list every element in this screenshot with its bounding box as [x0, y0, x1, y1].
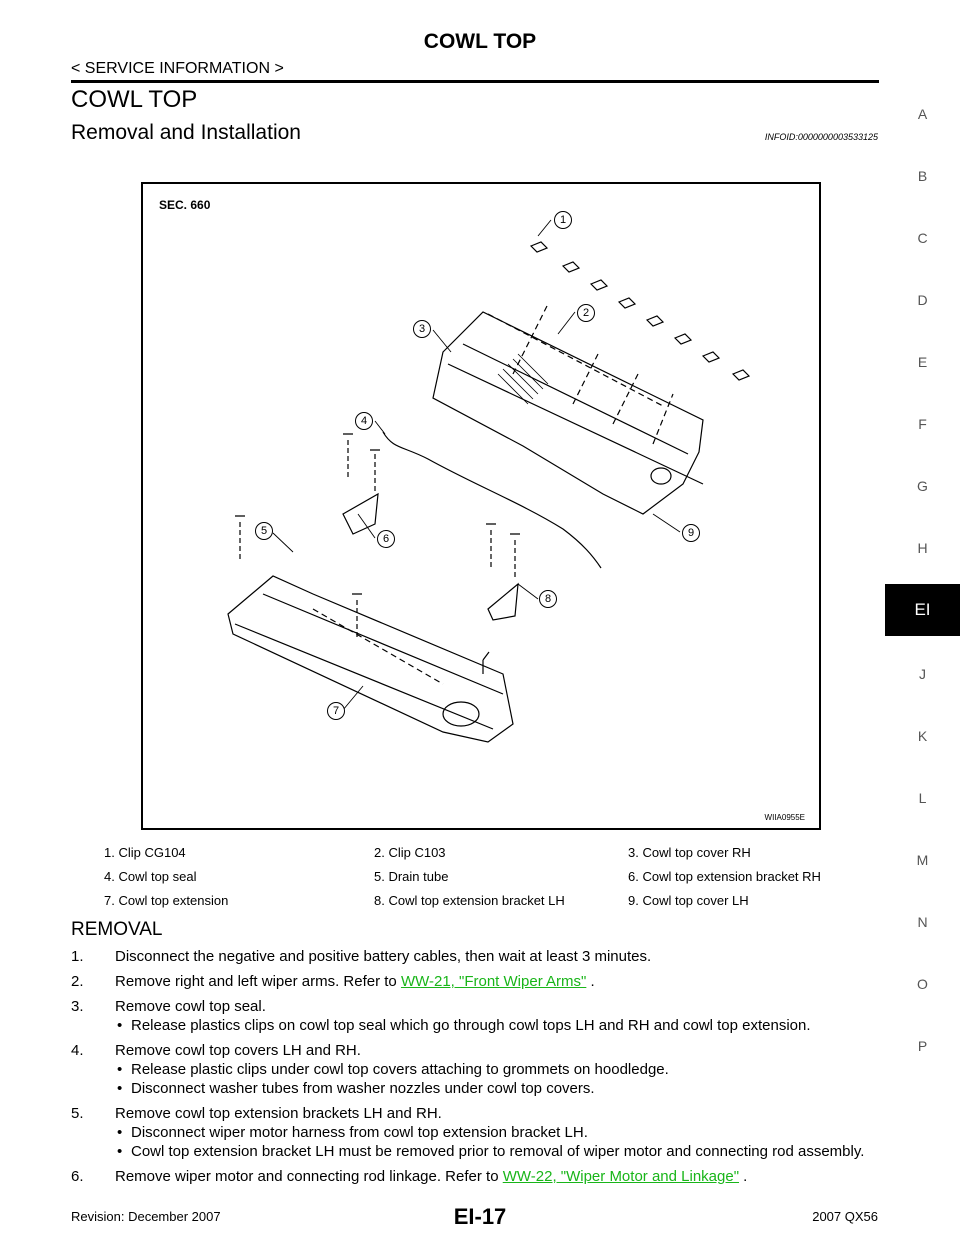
legend-item: 9. Cowl top cover LH	[628, 892, 749, 908]
step-1	[71, 947, 881, 966]
step-number: 5.	[71, 1105, 84, 1122]
tab-h[interactable]: H	[917, 540, 928, 556]
tab-m[interactable]: M	[916, 852, 929, 868]
step-2	[71, 972, 881, 991]
step-suffix: .	[586, 973, 595, 990]
cowl-top-extension	[228, 576, 513, 742]
step-number: 2.	[71, 973, 84, 990]
callout-6: 6	[377, 530, 395, 548]
legend-row	[88, 840, 878, 864]
tab-ei-active[interactable]: EI	[885, 584, 960, 636]
tab-o[interactable]: O	[917, 976, 928, 992]
step-bullet: • Disconnect wiper motor harness from cowl top extension bracket LH.	[115, 1123, 881, 1142]
tab-f[interactable]: F	[918, 416, 927, 432]
section-number: SEC. 660	[159, 198, 211, 212]
callout-1: 1	[554, 211, 572, 229]
tab-k[interactable]: K	[917, 728, 928, 744]
step-text: Remove cowl top covers LH and RH.	[115, 1042, 361, 1059]
legend-item: 2. Clip C103	[374, 844, 446, 860]
legend-item: 5. Drain tube	[374, 868, 449, 884]
legend-row	[88, 864, 878, 888]
tab-n[interactable]: N	[917, 914, 928, 930]
callout-2: 2	[577, 304, 595, 322]
tab-b[interactable]: B	[917, 168, 928, 184]
removal-heading: REMOVAL	[71, 919, 163, 940]
step-text: Remove right and left wiper arms. Refer to	[115, 973, 397, 990]
exploded-diagram	[141, 182, 821, 830]
step-text: Remove cowl top extension brackets LH and RH.	[115, 1105, 442, 1122]
info-id: INFOID:0000000003533125	[764, 132, 878, 142]
parts-legend	[88, 840, 878, 912]
callout-leaders	[273, 220, 680, 710]
step-bullet: • Disconnect washer tubes from washer nozzles under cowl top covers.	[115, 1079, 881, 1098]
callout-3: 3	[413, 320, 431, 338]
legend-item: 1. Clip CG104	[104, 844, 186, 860]
legend-item: 6. Cowl top extension bracket RH	[628, 868, 821, 884]
callout-7: 7	[327, 702, 345, 720]
tab-p[interactable]: P	[917, 1038, 928, 1054]
sub-heading: Removal and Installation	[71, 121, 301, 144]
step-5	[71, 1104, 881, 1161]
revision-date: Revision: December 2007	[71, 1209, 221, 1224]
tab-d[interactable]: D	[917, 292, 928, 308]
clip-row	[531, 242, 749, 380]
page-heading: COWL TOP	[71, 86, 198, 113]
ref-link-front-wiper-arms[interactable]: WW-21, "Front Wiper Arms"	[400, 973, 587, 990]
legend-item: 3. Cowl top cover RH	[628, 844, 751, 860]
legend-row	[88, 888, 878, 912]
tab-l[interactable]: L	[918, 790, 927, 806]
step-3	[71, 997, 881, 1035]
removal-steps	[71, 947, 881, 1192]
step-4	[71, 1041, 881, 1098]
callout-4: 4	[355, 412, 373, 430]
running-title: COWL TOP	[423, 30, 537, 53]
step-text: Remove wiper motor and connecting rod linkage. Refer to	[115, 1168, 499, 1185]
step-number: 3.	[71, 998, 84, 1015]
tab-e[interactable]: E	[917, 354, 928, 370]
section-label: < SERVICE INFORMATION >	[71, 60, 284, 77]
step-bullet: • Release plastic clips under cowl top covers attaching to grommets on hoodledge.	[115, 1060, 881, 1079]
cowl-top-drawing	[143, 184, 821, 830]
step-number: 1.	[71, 948, 84, 965]
callout-9: 9	[682, 524, 700, 542]
legend-item: 4. Cowl top seal	[104, 868, 197, 884]
step-bullet: • Cowl top extension bracket LH must be removed prior to removal of wiper motor and connecting rod assembly.	[115, 1142, 881, 1161]
ref-link-wiper-motor-linkage[interactable]: WW-22, "Wiper Motor and Linkage"	[502, 1168, 740, 1185]
tab-g[interactable]: G	[917, 478, 928, 494]
cowl-top-seal	[383, 432, 601, 568]
callout-5: 5	[255, 522, 273, 540]
callout-8: 8	[539, 590, 557, 608]
figure-code: WIIA0955E	[764, 813, 805, 822]
legend-item: 7. Cowl top extension	[104, 892, 229, 908]
step-6	[71, 1167, 881, 1186]
step-text: Remove cowl top seal.	[115, 998, 266, 1015]
legend-item: 8. Cowl top extension bracket LH	[374, 892, 565, 908]
step-bullet: • Release plastics clips on cowl top seal which go through cowl tops LH and RH and cowl top extension.	[115, 1016, 881, 1035]
step-number: 4.	[71, 1042, 84, 1059]
tab-a[interactable]: A	[917, 106, 928, 122]
page-number: EI-17	[453, 1204, 507, 1229]
step-number: 6.	[71, 1168, 84, 1185]
step-suffix: .	[739, 1168, 748, 1185]
model-year: 2007 QX56	[812, 1209, 878, 1224]
tab-c[interactable]: C	[917, 230, 928, 246]
step-text: Disconnect the negative and positive battery cables, then wait at least 3 minutes.	[115, 948, 652, 965]
header-rule	[71, 80, 879, 83]
section-tabs	[885, 0, 960, 1242]
tab-j[interactable]: J	[919, 666, 926, 682]
